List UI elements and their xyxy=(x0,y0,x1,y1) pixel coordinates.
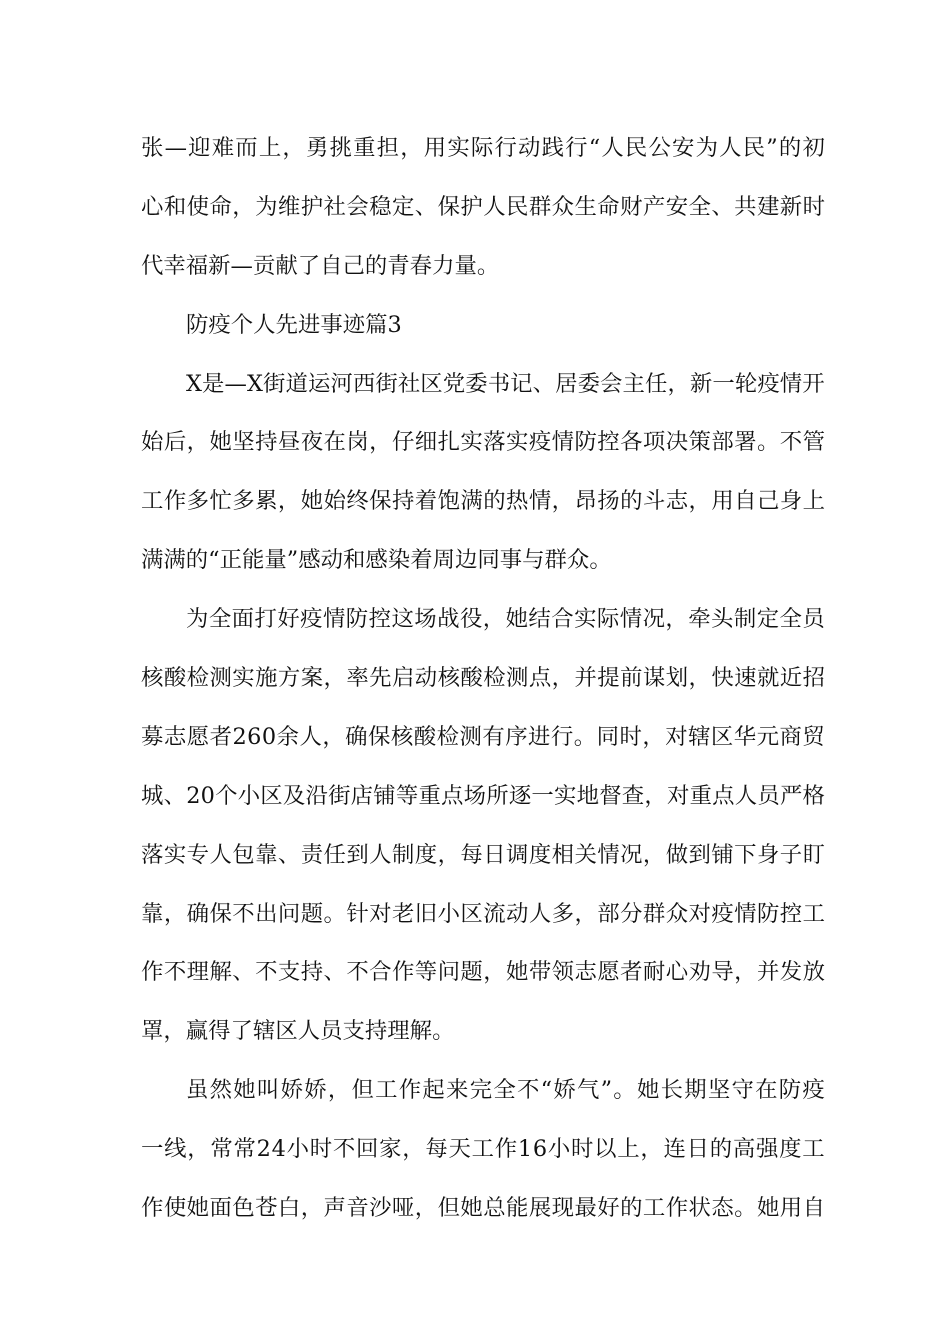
text-line: 为 全 面 打 好 疫 情 防 控 这 场 战 役 ， 她 结 合 实 际 情 况 ， 牵 头 制 定 全 员 xyxy=(186,606,825,633)
text-line: 虽 然 她 叫 娇 娇 ， 但 工 作 起 来 完 全 不 “ 娇 气 ” 。 她 长 期 坚 守 在 防 疫 xyxy=(186,1077,825,1104)
text-line: X 是 — X 街 道 运 河 西 街 社 区 党 委 书 记 、 居 委 会 主 任 ， 新 一 轮 疫 情 开 xyxy=(186,370,825,397)
section-heading: 防疫个人先进事迹篇3 xyxy=(186,311,402,338)
text-line: 始 后 ， 她 坚 持 昼 夜 在 岗 ， 仔 细 扎 实 落 实 疫 情 防 控 各 项 决 策 部 署 。 不 管 xyxy=(141,429,825,456)
text-line: 作 不 理 解 、 不 支 持 、 不 合 作 等 问 题 ， 她 带 领 志 愿 者 耐 心 劝 导 ， 并 发 放 xyxy=(141,959,825,986)
text-line: 罩，赢得了辖区人员支持理解。 xyxy=(141,1018,455,1045)
document-body xyxy=(141,119,825,1238)
text-line: 一 线 ， 常 常 2 4 小 时 不 回 家 ， 每 天 工 作 1 6 小 时 以 上 ， 连 日 的 高 强 度 工 xyxy=(141,1136,825,1163)
text-line: 作 使 她 面 色 苍 白 ， 声 音 沙 哑 ， 但 她 总 能 展 现 最 好 的 工 作 状 态 。 她 用 自 xyxy=(141,1195,825,1222)
text-line: 城 、 2 0 个 小 区 及 沿 街 店 铺 等 重 点 场 所 逐 一 实 地 督 查 ， 对 重 点 人 员 严 格 xyxy=(141,782,825,809)
text-line: 落 实 专 人 包 靠 、 责 任 到 人 制 度 ， 每 日 调 度 相 关 情 况 ， 做 到 铺 下 身 子 盯 xyxy=(141,841,825,868)
text-line: 代幸福新—贡献了自己的青春力量。 xyxy=(141,252,500,279)
text-line: 心 和 使 命 ， 为 维 护 社 会 稳 定 、 保 护 人 民 群 众 生 命 财 产 安 全 、 共 建 新 时 xyxy=(141,193,825,220)
text-line: 张 — 迎 难 而 上 ， 勇 挑 重 担 ， 用 实 际 行 动 践 行 “ 人 民 公 安 为 人 民 ” 的 初 xyxy=(141,135,825,161)
text-line: 满满的“正能量”感动和感染着周边同事与群众。 xyxy=(141,547,612,574)
text-line: 工 作 多 忙 多 累 ， 她 始 终 保 持 着 饱 满 的 热 情 ， 昂 扬 的 斗 志 ， 用 自 己 身 上 xyxy=(141,488,825,515)
text-line: 募 志 愿 者 2 6 0 余 人 ， 确 保 核 酸 检 测 有 序 进 行 。 同 时 ， 对 辖 区 华 元 商 贸 xyxy=(141,723,825,750)
text-line: 核 酸 检 测 实 施 方 案 ， 率 先 启 动 核 酸 检 测 点 ， 并 提 前 谋 划 ， 快 速 就 近 招 xyxy=(141,665,825,692)
text-line: 靠 ， 确 保 不 出 问 题 。 针 对 老 旧 小 区 流 动 人 多 ， 部 分 群 众 对 疫 情 防 控 工 xyxy=(141,900,825,927)
